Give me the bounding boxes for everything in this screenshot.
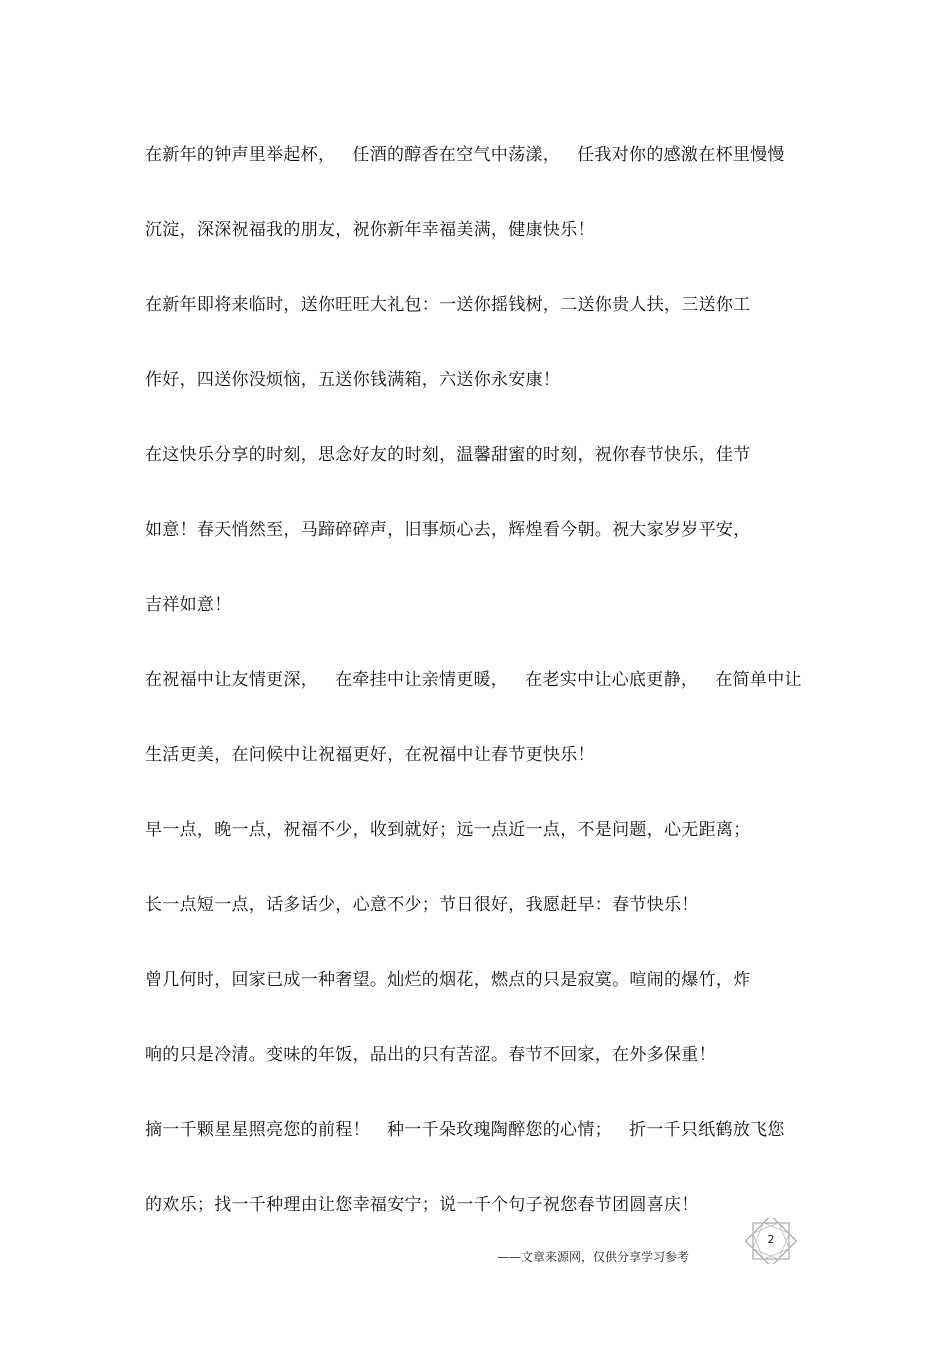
paragraph-4-line-1: 在祝福中让友情更深， 在牵挂中让亲情更暖， 在老实中让心底更静， 在简单中让 bbox=[145, 670, 802, 690]
paragraph-3-line-2: 如意！春天悄然至，马蹄碎碎声，旧事烦心去，辉煌看今朝。祝大家岁岁平安， bbox=[145, 520, 751, 540]
paragraph-7-line-1: 摘一千颗星星照亮您的前程！ 种一千朵玫瑰陶醉您的心情； 折一千只纸鹤放飞您 bbox=[145, 1120, 785, 1140]
paragraph-6-line-2: 响的只是冷清。变味的年饭，品出的只有苦涩。春节不回家，在外多保重！ bbox=[145, 1045, 716, 1065]
paragraph-2-line-2: 作好，四送你没烦恼，五送你钱满箱，六送你永安康！ bbox=[145, 370, 561, 390]
paragraph-2-line-1: 在新年即将来临时，送你旺旺大礼包：一送你摇钱树，二送你贵人扶，三送你工 bbox=[145, 295, 751, 315]
page-number: 2 bbox=[767, 1233, 775, 1246]
paragraph-3-line-1: 在这快乐分享的时刻，思念好友的时刻，温馨甜蜜的时刻，祝你春节快乐，佳节 bbox=[145, 445, 751, 465]
paragraph-6-line-1: 曾几何时，回家已成一种奢望。灿烂的烟花，燃点的只是寂寞。喧闹的爆竹，炸 bbox=[145, 970, 751, 990]
paragraph-1-line-2: 沉淀，深深祝福我的朋友，祝你新年幸福美满，健康快乐！ bbox=[145, 220, 595, 240]
paragraph-5-line-1: 早一点，晚一点，祝福不少，收到就好；远一点近一点，不是问题，心无距离； bbox=[145, 820, 751, 840]
paragraph-1-line-1: 在新年的钟声里举起杯， 任酒的醇香在空气中荡漾， 任我对你的感激在杯里慢慢 bbox=[145, 145, 785, 165]
paragraph-3-line-3: 吉祥如意！ bbox=[145, 595, 232, 615]
paragraph-4-line-2: 生活更美，在问候中让祝福更好，在祝福中让春节更快乐！ bbox=[145, 745, 595, 765]
paragraph-7-line-2: 的欢乐；找一千种理由让您幸福安宁；说一千个句子祝您春节团圆喜庆！ bbox=[145, 1195, 699, 1215]
paragraph-5-line-2: 长一点短一点，话多话少，心意不少；节日很好，我愿赶早：春节快乐！ bbox=[145, 895, 699, 915]
page-number-badge bbox=[744, 1218, 798, 1264]
footer-source-note: ——文章来源网，仅供分享学习参考 bbox=[497, 1250, 690, 1264]
